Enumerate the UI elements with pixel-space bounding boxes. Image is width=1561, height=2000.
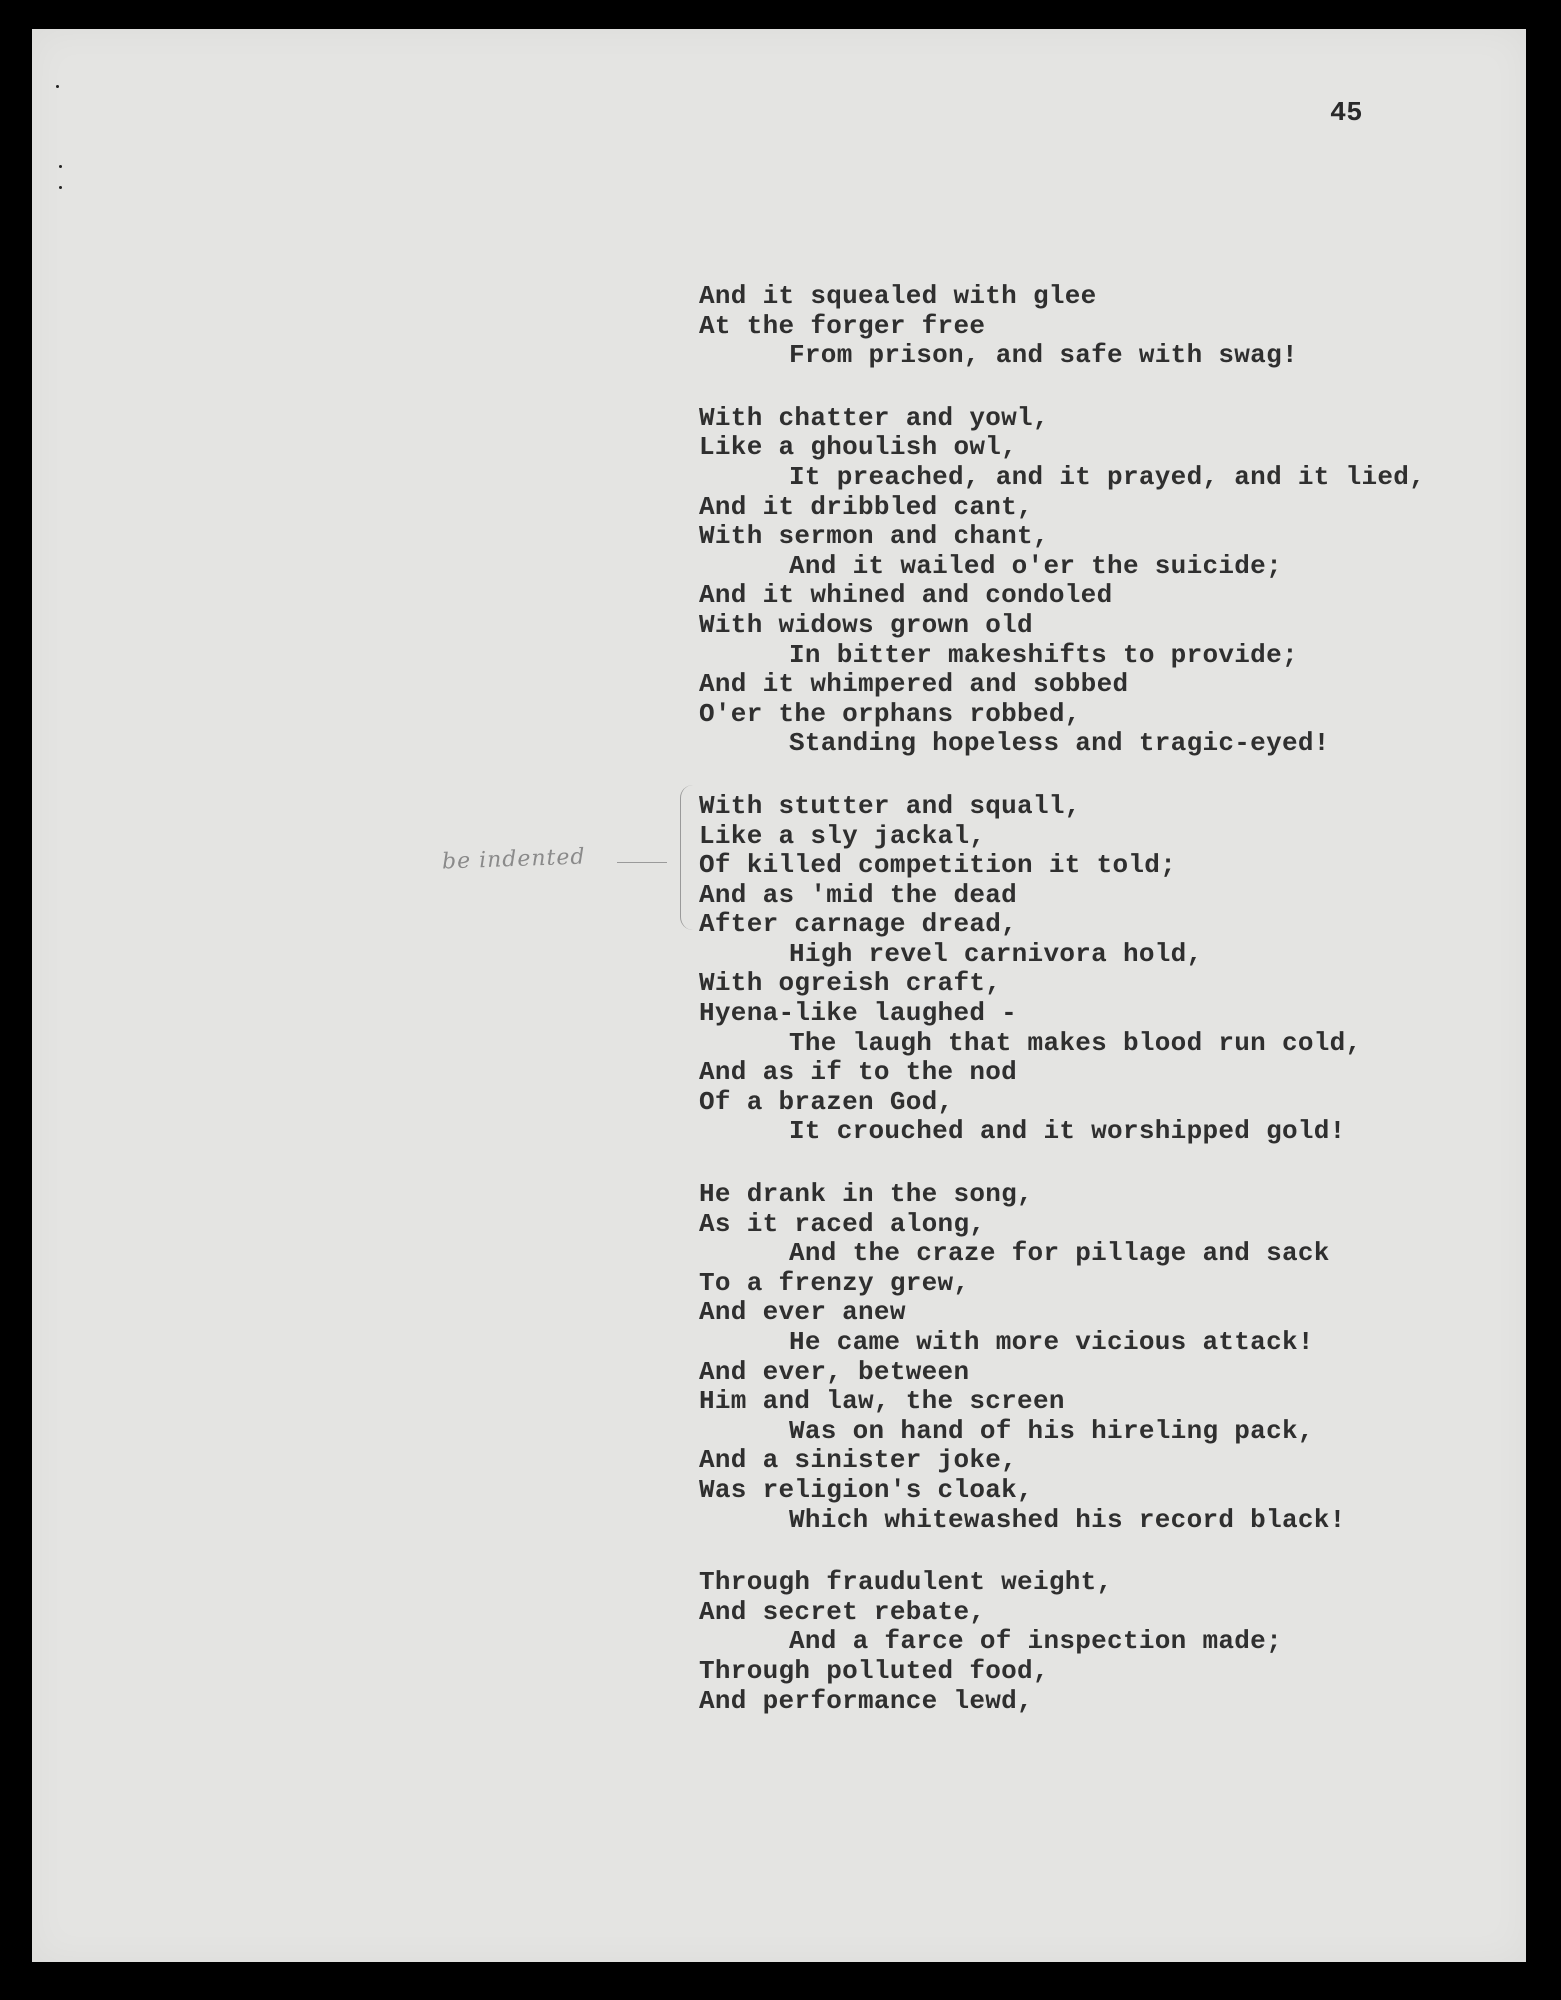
poem-line: He came with more vicious attack! xyxy=(789,1327,1314,1357)
poem-line: At the forger free xyxy=(699,310,986,341)
page-number: 45 xyxy=(1330,99,1363,129)
poem-line: With sermon and chant, xyxy=(699,521,1049,552)
poem-line: And it whimpered and sobbed xyxy=(699,669,1129,700)
margin-note-leader-line xyxy=(617,862,667,863)
poem-line: And it dribbled cant, xyxy=(699,491,1033,522)
poem-line: Of a brazen God, xyxy=(699,1086,954,1117)
poem-line: It preached, and it prayed, and it lied, xyxy=(789,461,1426,492)
poem-line: Through fraudulent weight, xyxy=(699,1567,1113,1598)
poem-line: From prison, and safe with swag! xyxy=(789,340,1298,371)
poem-line: In bitter makeshifts to provide; xyxy=(789,639,1298,670)
poem-line: To a frenzy grew, xyxy=(699,1267,970,1298)
poem-line: And ever, between xyxy=(699,1356,970,1387)
poem-line: And performance lewd, xyxy=(699,1685,1033,1716)
poem-line: O'er the orphans robbed, xyxy=(699,698,1081,729)
poem-line: With ogreish craft, xyxy=(699,968,1002,999)
poem-line: And it wailed o'er the suicide; xyxy=(789,550,1282,581)
poem-line: As it raced along, xyxy=(699,1208,986,1239)
poem-body xyxy=(699,282,1425,1749)
poem-line: Was religion's cloak, xyxy=(699,1474,1033,1505)
typed-page xyxy=(32,29,1526,1962)
poem-line: And secret rebate, xyxy=(699,1596,986,1627)
poem-line: And as if to the nod xyxy=(699,1057,1018,1088)
poem-line: With widows grown old xyxy=(699,609,1033,640)
poem-line: And as 'mid the dead xyxy=(699,879,1018,910)
poem-line: He drank in the song, xyxy=(699,1179,1033,1210)
paper-speck xyxy=(59,165,62,168)
paper-speck xyxy=(56,85,59,88)
poem-line: High revel carnivora hold, xyxy=(789,938,1203,969)
poem-line: And the craze for pillage and sack xyxy=(789,1238,1330,1269)
poem-line: With stutter and squall, xyxy=(699,790,1081,821)
poem-line: Through polluted food, xyxy=(699,1655,1049,1686)
stanza xyxy=(699,404,1425,759)
poem-line: And ever anew xyxy=(699,1297,906,1328)
poem-line: Standing hopeless and tragic-eyed! xyxy=(789,728,1330,759)
poem-line: The laugh that makes blood run cold, xyxy=(789,1027,1362,1058)
poem-line: It crouched and it worshipped gold! xyxy=(789,1116,1346,1147)
poem-line: And a farce of inspection made; xyxy=(789,1626,1282,1657)
poem-line: Which whitewashed his record black! xyxy=(789,1504,1346,1535)
poem-line: And a sinister joke, xyxy=(699,1445,1018,1476)
stanza xyxy=(699,1180,1425,1535)
paper-speck xyxy=(59,186,62,189)
poem-line: Like a sly jackal, xyxy=(699,820,986,851)
poem-line: And it squealed with glee xyxy=(699,281,1097,311)
poem-line: Like a ghoulish owl, xyxy=(699,432,1018,463)
poem-line: After carnage dread, xyxy=(699,909,1018,940)
poem-line: And it whined and condoled xyxy=(699,580,1113,611)
stanza xyxy=(699,282,1425,371)
poem-line: Was on hand of his hireling pack, xyxy=(789,1415,1314,1446)
stanza xyxy=(699,1568,1425,1716)
stanza xyxy=(699,792,1425,1147)
poem-line: With chatter and yowl, xyxy=(699,402,1049,433)
poem-line: Of killed competition it told; xyxy=(699,850,1177,881)
poem-line: Hyena-like laughed - xyxy=(699,998,1018,1029)
stanza-bracket-mark xyxy=(680,785,693,930)
poem-line: Him and law, the screen xyxy=(699,1386,1065,1417)
handwritten-margin-note: be indented xyxy=(441,844,586,875)
